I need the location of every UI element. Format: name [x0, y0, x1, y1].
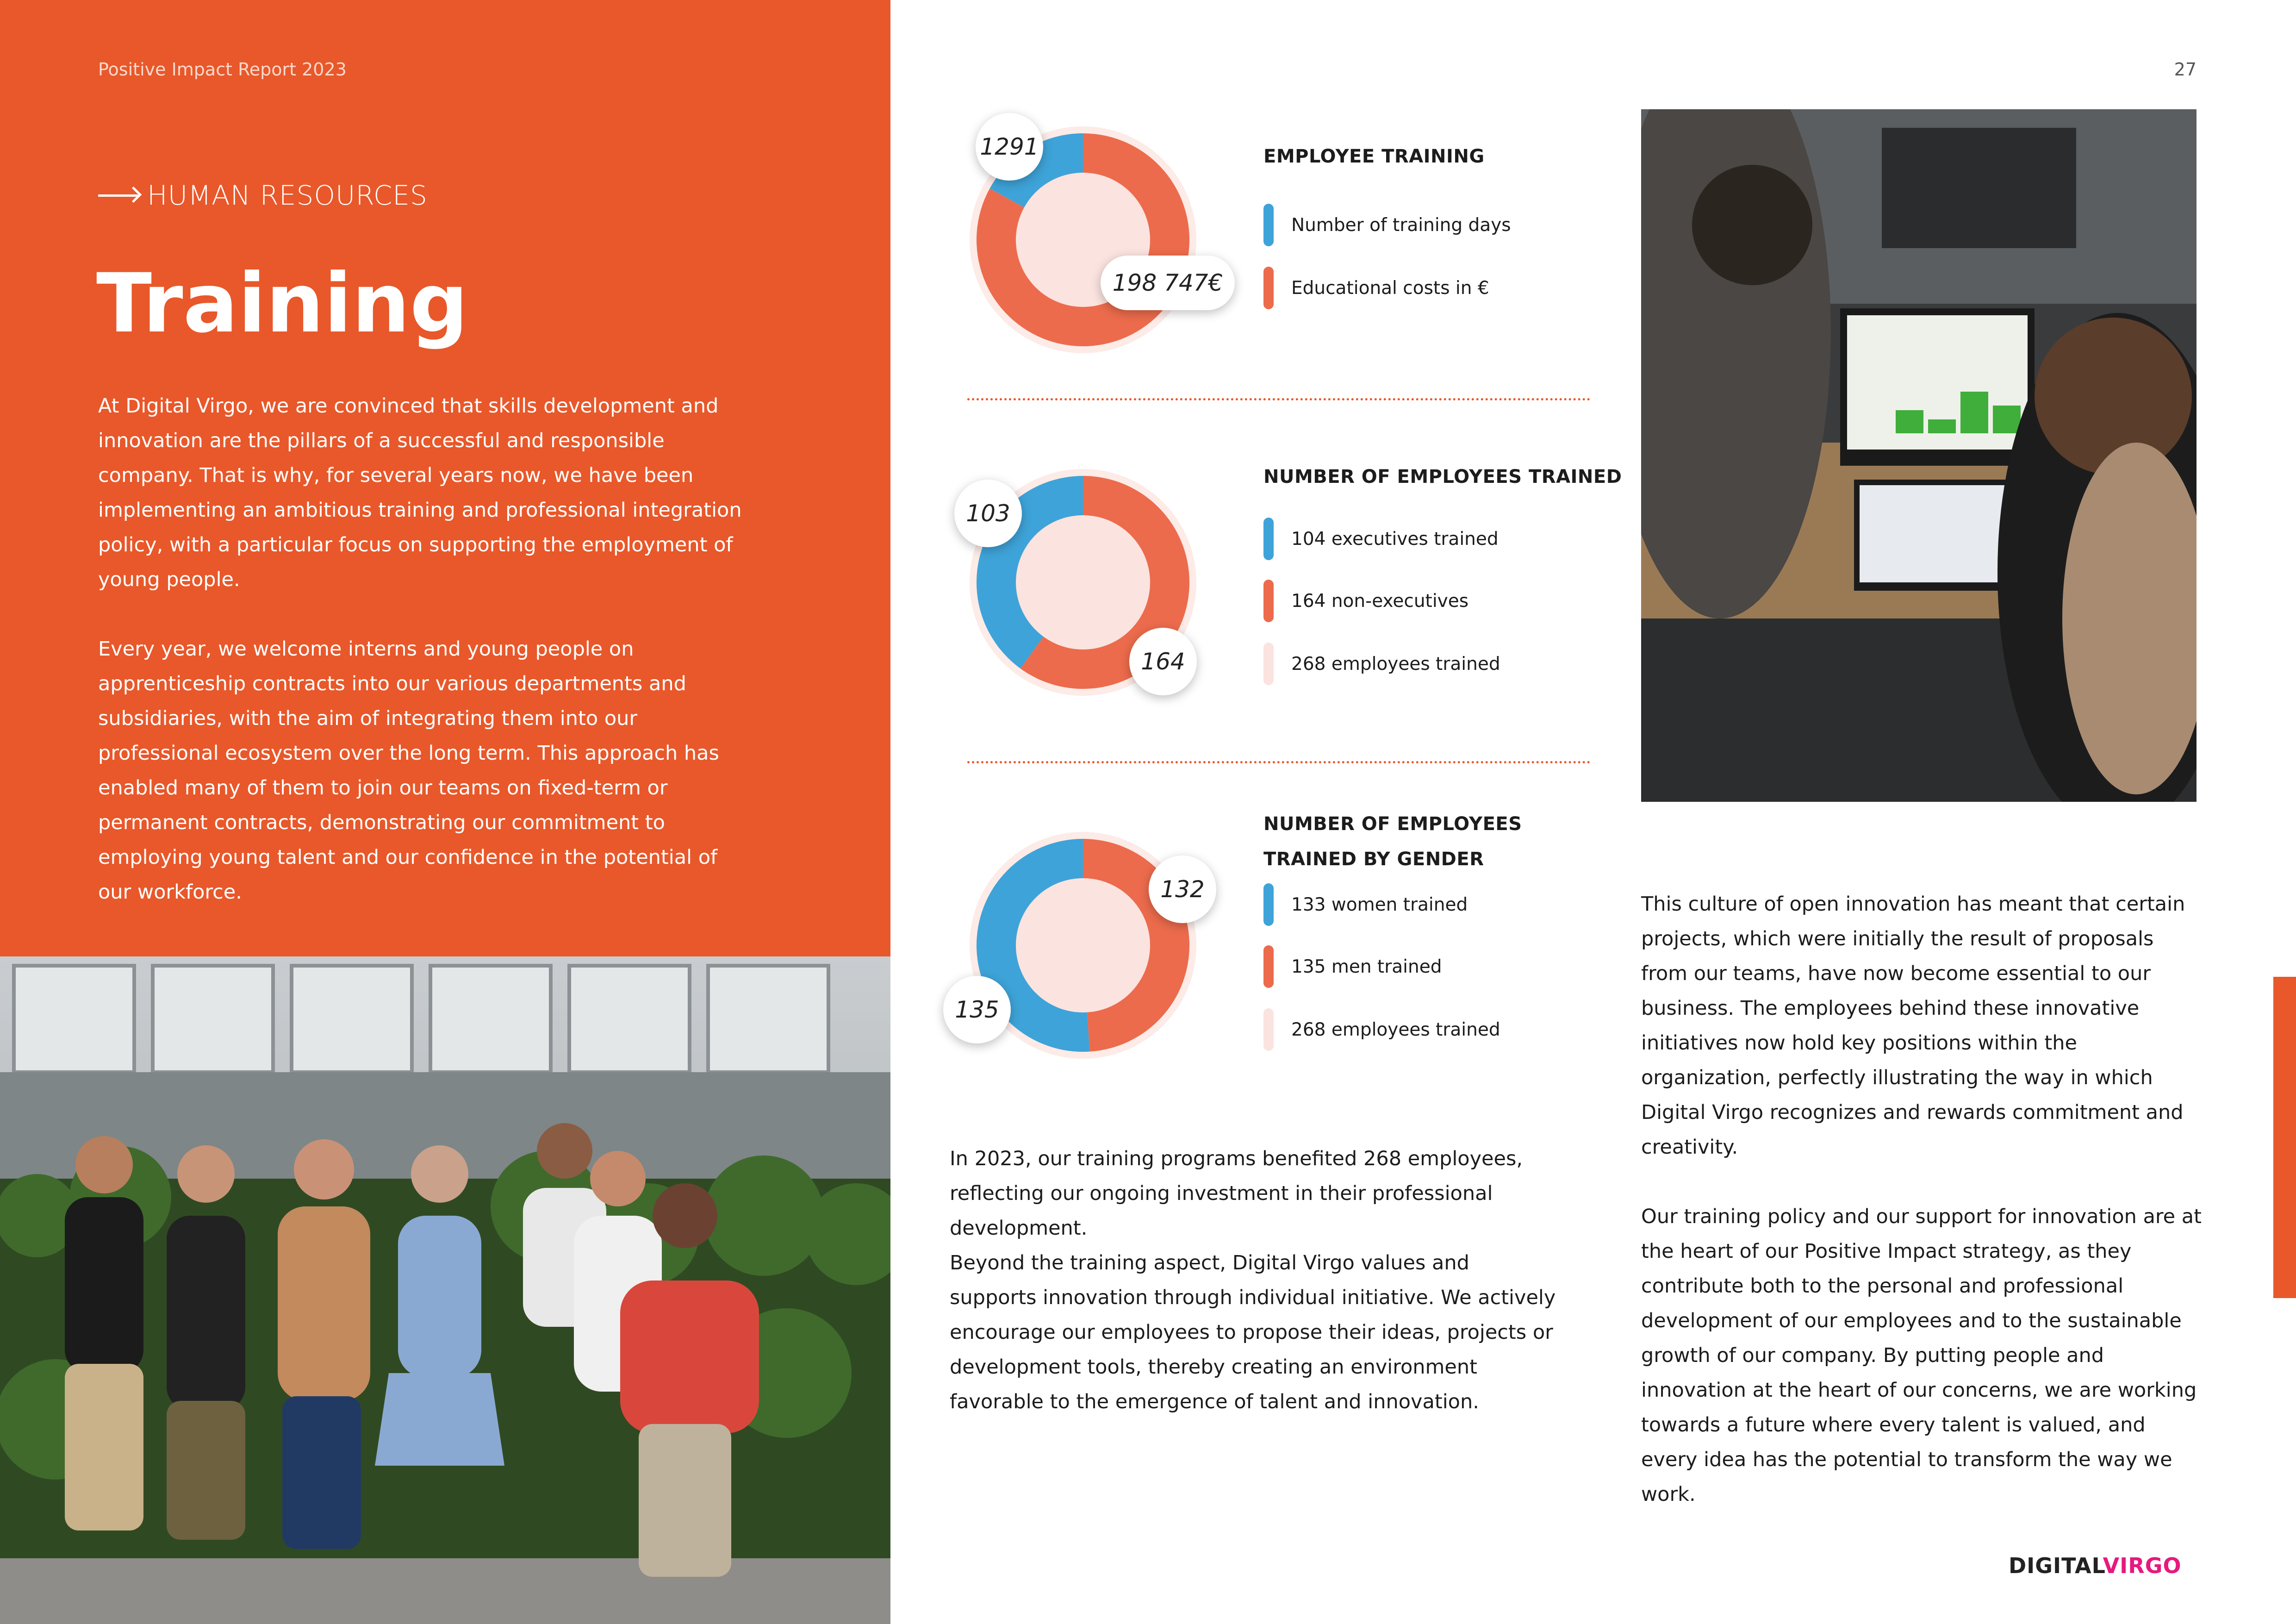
- side-tab-marker: [2273, 977, 2296, 1298]
- right-paragraph-2: Our training policy and our support for innovation are at the heart of our Positive Impact strategy, as they contribute both to the personal and professional development of our employees and to the sustainable growth of our company. By putting people and innovation at the heart of our concerns, we are working towards a future where every talent is valued, and every idea has the potential to transform the way we work.: [1641, 1205, 2202, 1506]
- page-title: Training: [96, 256, 468, 351]
- legend-item-men: [1263, 945, 1442, 988]
- legend-label: Number of training days: [1291, 214, 1511, 236]
- value-bubble-non-executives: 164: [1129, 628, 1197, 695]
- legend-swatch: [1263, 580, 1274, 622]
- legend-label: 133 women trained: [1291, 894, 1468, 915]
- logo-part-2: VIRGO: [2103, 1553, 2182, 1578]
- report-title: Positive Impact Report 2023: [98, 59, 347, 80]
- legend-label: 268 employees trained: [1291, 653, 1500, 675]
- left-panel: [0, 0, 890, 956]
- office-photo: [1641, 109, 2196, 802]
- chart-title-line-1: NUMBER OF EMPLOYEES: [1263, 813, 1522, 835]
- page-number: 27: [2174, 59, 2196, 80]
- chart-title-employee-training: EMPLOYEE TRAINING: [1263, 146, 1485, 167]
- legend-swatch: [1263, 1008, 1274, 1051]
- dotted-separator: [967, 398, 1590, 400]
- middle-paragraph-1: In 2023, our training programs benefited 268 employees, reflecting our ongoing investment in their professional development.: [950, 1147, 1523, 1240]
- donut-hole: [1016, 515, 1150, 650]
- intro-paragraph-2: Every year, we welcome interns and young people on apprenticeship contracts into our various departments and subsidiaries, with the aim of integrating them into our professional ecosystem over the long term. This approach has enabled many of them to join our teams on fixed-term or permanent contracts, demonstrating our commitment to employing young talent and our confidence in the potential of our workforce.: [98, 637, 719, 904]
- value-bubble-training-days: 1291: [976, 113, 1043, 181]
- legend-item-non-executives: [1263, 580, 1468, 622]
- legend-label: 104 executives trained: [1291, 528, 1499, 550]
- legend-swatch: [1263, 267, 1274, 309]
- legend-swatch: [1263, 945, 1274, 988]
- legend-item-training-days: [1263, 204, 1511, 246]
- arrow-right-icon: [98, 194, 138, 197]
- legend-label: 135 men trained: [1291, 956, 1442, 977]
- intro-paragraph-1: At Digital Virgo, we are convinced that skills development and innovation are the pillars of a successful and responsible company. That is why, for several years now, we have been implementing an ambitious training and professional integration policy, with a particular focus on supporting the employment of young people.: [98, 394, 742, 591]
- legend-label: 164 non-executives: [1291, 590, 1469, 612]
- chart-title-trained-by-gender: [1263, 806, 1522, 877]
- right-paragraph-1: This culture of open innovation has meant that certain projects, which were initially the result of proposals from our teams, have now become essential to our business. The employees behind these innovative initiatives now hold key positions within the organization, perfectly illustrating the way in which Digital Virgo recognizes and rewards commitment and creativity.: [1641, 893, 2185, 1159]
- donut-hole: [1016, 878, 1150, 1012]
- legend-label: Educational costs in €: [1291, 277, 1489, 299]
- logo-part-1: DIGITAL: [2009, 1553, 2103, 1578]
- dotted-separator: [967, 761, 1590, 763]
- intro-text: [98, 389, 755, 910]
- middle-text: [950, 1142, 1556, 1419]
- digital-virgo-logo: [2009, 1553, 2182, 1578]
- legend-item-women: [1263, 883, 1468, 926]
- legend-swatch: [1263, 518, 1274, 560]
- middle-paragraph-2: Beyond the training aspect, Digital Virgo values and supports innovation through individual initiative. We actively encourage our employees to propose their ideas, projects or development tools, thereby creating an environment favorable to the emergence of talent and innovation.: [950, 1251, 1556, 1413]
- team-group-photo: [0, 956, 890, 1624]
- chart-title-employees-trained: NUMBER OF EMPLOYEES TRAINED: [1263, 466, 1622, 487]
- chart-title-line-2: TRAINED BY GENDER: [1263, 849, 1484, 870]
- legend-item-total-by-gender: [1263, 1008, 1500, 1051]
- section-header: [98, 180, 428, 211]
- value-bubble-educational-costs: 198 747€: [1101, 256, 1235, 310]
- legend-item-executives: [1263, 518, 1499, 560]
- right-text: [1641, 887, 2206, 1512]
- value-bubble-coral: 132: [1149, 856, 1216, 923]
- value-bubble-blue: 135: [943, 976, 1011, 1043]
- legend-label: 268 employees trained: [1291, 1019, 1500, 1040]
- legend-item-educational-costs: [1263, 267, 1489, 309]
- section-label: HUMAN RESOURCES: [147, 180, 428, 211]
- legend-swatch: [1263, 643, 1274, 685]
- legend-swatch: [1263, 883, 1274, 926]
- legend-item-total-trained: [1263, 643, 1500, 685]
- value-bubble-executives: 103: [954, 480, 1022, 547]
- legend-swatch: [1263, 204, 1274, 246]
